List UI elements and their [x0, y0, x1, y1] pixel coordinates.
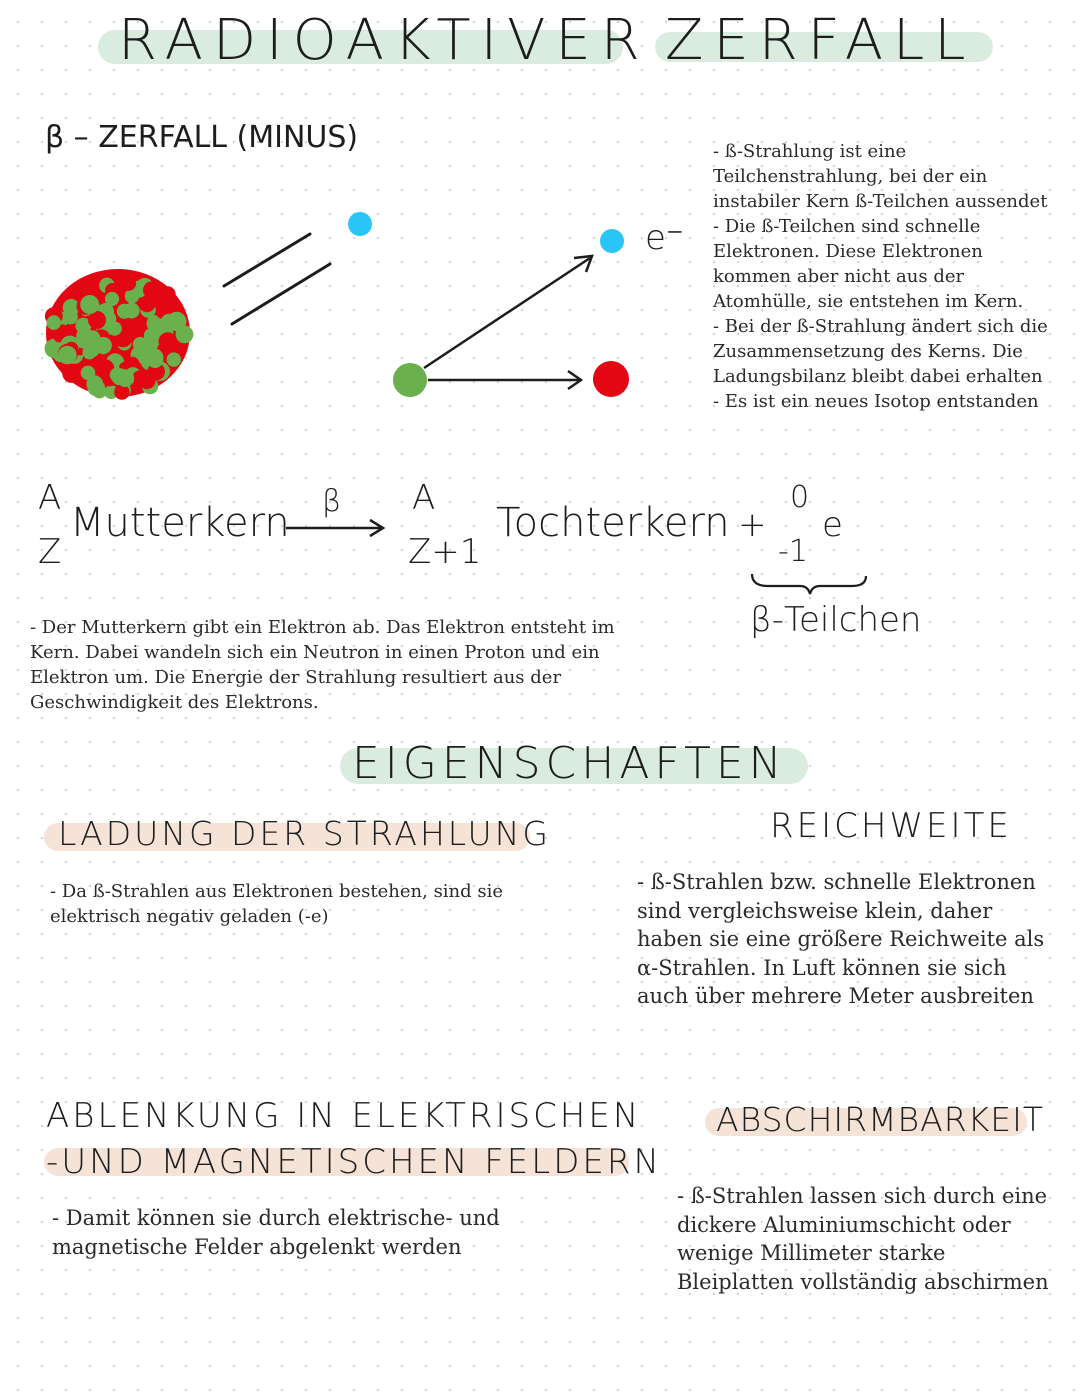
reichweite-text: - ß-Strahlen bzw. schnelle Elektronen sind vergleichsweise klein, daher haben sie eine größere Reichweite als α-Strahlen. In Luft können sie sich auch über mehrere Meter ausbreiten — [637, 870, 1045, 1009]
ladung-text: - Da ß-Strahlen aus Elektronen bestehen, sind sie elektrisch negativ geladen (-e) — [50, 881, 504, 927]
nucleon — [110, 368, 125, 383]
section-beta-heading: β – ZERFALL (MINUS) — [45, 120, 359, 155]
product-proton — [593, 361, 629, 397]
nucleon — [108, 322, 122, 336]
nucleon — [145, 348, 164, 367]
arrow-label: β — [322, 484, 342, 519]
nucleon — [153, 293, 169, 309]
nucleon — [105, 292, 119, 306]
note-1: - ß-Strahlung ist eine Teilchenstrahlung, bei der ein instabiler Kern ß-Teilchen aussendet — [713, 141, 1048, 212]
title-part2: ZERFALL — [665, 8, 976, 73]
neutron — [393, 363, 427, 397]
nucleon — [80, 295, 99, 314]
nucleon — [139, 296, 155, 312]
abschirmbarkeit-text: - ß-Strahlen lassen sich durch eine dickere Aluminiumschicht oder wenige Millimeter starke Bleiplatten vollständig abschirmen — [677, 1184, 1049, 1294]
decay-diagram — [0, 190, 700, 430]
reaction-arrow — [284, 518, 388, 538]
nucleon — [47, 315, 62, 330]
equation-note: - Der Mutterkern gibt ein Elektron ab. Das Elektron entsteht im Kern. Dabei wandeln sich ein Neutron in einen Proton und ein Elektron um. Die Energie der Strahlung resultiert aus der Geschwindigkeit des Elektrons. — [30, 617, 615, 713]
mother-name: Mutterkern — [70, 500, 290, 546]
emitted-electron — [348, 212, 372, 236]
particle-symbol: e — [822, 505, 843, 545]
daughter-mass: A — [412, 478, 436, 518]
nucleon — [82, 345, 96, 359]
nucleon — [121, 276, 136, 291]
abschirmbarkeit-heading: ABSCHIRMBARKEIT — [716, 1100, 1045, 1139]
nucleon — [159, 332, 177, 350]
nucleon — [58, 346, 77, 365]
daughter-charge: Z+1 — [408, 532, 482, 572]
properties-title: EIGENSCHAFTEN — [352, 738, 787, 789]
mother-mass: A — [38, 478, 62, 518]
electron-label: e⁻ — [645, 218, 684, 258]
note-3: - Bei der ß-Strahlung ändert sich die Zusammensetzung des Kerns. Die Ladungsbilanz bleibt dabei erhalten — [713, 316, 1048, 387]
particle-charge: -1 — [778, 534, 808, 569]
notes-top — [713, 139, 1063, 414]
title-part1: RADIOAKTIVER — [118, 8, 650, 73]
arrow-to-electron — [424, 258, 590, 368]
note-2: - Die ß-Teilchen sind schnelle Elektronen. Diese Elektronen kommen aber nicht aus der Atomhülle, sie entstehen im Kern. — [713, 216, 1024, 312]
nucleon — [124, 303, 140, 319]
particle-mass: 0 — [790, 480, 810, 515]
product-electron — [600, 229, 624, 253]
nucleon — [167, 352, 181, 366]
ablenkung-heading-2: -UND MAGNETISCHEN FELDERN — [46, 1142, 662, 1182]
plus-sign: + — [738, 505, 767, 545]
nucleon — [81, 366, 96, 381]
nucleon — [176, 326, 194, 344]
ablenkung-heading-1: ABLENKUNG IN ELEKTRISCHEN — [46, 1096, 642, 1136]
nucleon — [138, 372, 155, 389]
nucleus — [45, 269, 194, 400]
motion-line-1 — [224, 234, 310, 286]
mother-charge: Z — [38, 532, 62, 572]
ladung-heading: LADUNG DER STRAHLUNG — [58, 814, 551, 853]
ablenkung-text: - Damit können sie durch elektrische- und magnetische Felder abgelenkt werden — [52, 1206, 500, 1259]
brace-label: β-Teilchen — [750, 600, 922, 640]
nucleon — [95, 337, 112, 354]
reichweite-heading: REICHWEITE — [770, 806, 1012, 846]
nucleon — [62, 364, 81, 383]
nucleon — [93, 384, 107, 398]
underbrace — [748, 570, 872, 596]
note-4: - Es ist ein neues Isotop entstanden — [713, 391, 1039, 412]
daughter-name: Tochterkern — [496, 500, 730, 546]
